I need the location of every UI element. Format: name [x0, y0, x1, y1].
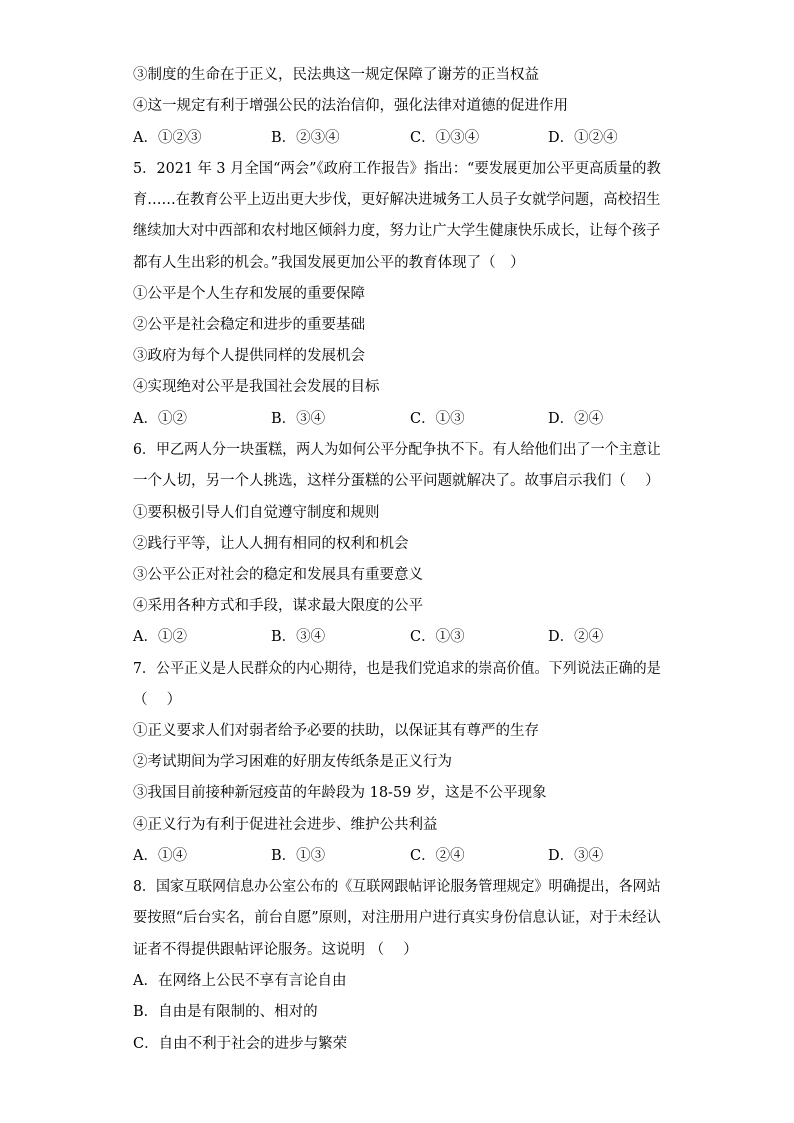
q5-stem-line: 5．2021 年 3 月全国“两会”《政府工作报告》指出：“要发展更加公平更高质量的教: [133, 161, 661, 177]
q4-item-4: ④这一规定有利于增强公民的法治信仰，强化法律对道德的促进作用: [133, 98, 568, 114]
q7-options: [133, 846, 653, 866]
q5-item-3: ③政府为每个人提供同样的发展机会: [133, 348, 365, 364]
q8-choice-c[interactable]: C．自由不利于社会的进步与繁荣: [133, 1036, 348, 1052]
q5-item-1: ①公平是个人生存和发展的重要保障: [133, 286, 365, 302]
q6-options: [133, 627, 653, 647]
q5-item-2: ②公平是社会稳定和进步的重要基础: [133, 317, 365, 333]
q6-item-1: ①要积极引导人们自觉遵守制度和规则: [133, 505, 380, 521]
q7-option-a[interactable]: A．①④: [133, 848, 187, 864]
q8-stem-line: 证者不得提供跟帖评论服务。这说明 （ ）: [133, 942, 418, 958]
q7-stem-line: （ ）: [133, 692, 182, 708]
q5-stem-line: 育……在教育公平上迈出更大步伐，更好解决进城务工人员子女就学问题，高校招生: [133, 192, 661, 208]
q8-choice-a[interactable]: A．在网络上公民不享有言论自由: [133, 973, 347, 989]
q6-option-d[interactable]: D．②④: [548, 629, 604, 645]
q4-option-a[interactable]: A．①②③: [133, 130, 202, 146]
q6-item-3: ③公平公正对社会的稳定和发展具有重要意义: [133, 567, 423, 583]
q6-stem-line: 6．甲乙两人分一块蛋糕，两人为如何公平分配争执不下。有人给他们出了一个主意让: [133, 442, 661, 458]
q7-item-1: ①正义要求人们对弱者给予必要的扶助，以保证其有尊严的生存: [133, 723, 539, 739]
q7-item-4: ④正义行为有利于促进社会进步、维护公共利益: [133, 817, 438, 833]
q5-option-a[interactable]: A．①②: [133, 411, 187, 427]
q7-option-c[interactable]: C．②④: [410, 848, 465, 864]
q7-option-b[interactable]: B．①③: [271, 848, 326, 864]
q4-option-d[interactable]: D．①②④: [548, 130, 618, 146]
q6-option-b[interactable]: B．③④: [271, 629, 326, 645]
q7-option-d[interactable]: D．③④: [548, 848, 604, 864]
q4-option-c[interactable]: C．①③④: [410, 130, 480, 146]
q6-item-4: ④采用各种方式和手段，谋求最大限度的公平: [133, 598, 423, 614]
q5-option-b[interactable]: B．③④: [271, 411, 326, 427]
q8-choice-b[interactable]: B．自由是有限制的、相对的: [133, 1004, 318, 1020]
q4-option-b[interactable]: B．②③④: [271, 130, 340, 146]
q6-stem-line: 一个人切，另一个人挑选，这样分蛋糕的公平问题就解决了。故事启示我们（ ）: [133, 473, 660, 489]
q4-options: [133, 128, 653, 148]
q5-option-d[interactable]: D．②④: [548, 411, 604, 427]
q5-option-c[interactable]: C．①③: [410, 411, 465, 427]
q8-stem-line: 要按照“后台实名，前台自愿”原则，对注册用户进行真实身份信息认证，对于未经认: [133, 910, 661, 926]
q5-options: [133, 409, 653, 429]
q7-item-2: ②考试期间为学习困难的好朋友传纸条是正义行为: [133, 754, 452, 770]
q6-option-c[interactable]: C．①③: [410, 629, 465, 645]
q7-stem-line: 7．公平正义是人民群众的内心期待，也是我们党追求的崇高价值。下列说法正确的是: [133, 661, 661, 677]
q5-item-4: ④实现绝对公平是我国社会发展的目标: [133, 379, 380, 395]
q8-stem-line: 8．国家互联网信息办公室公布的《互联网跟帖评论服务管理规定》明确提出，各网站: [133, 879, 661, 895]
q5-stem-line: 继续加大对中西部和农村地区倾斜力度，努力让广大学生健康快乐成长，让每个孩子: [133, 223, 661, 239]
q7-item-3: ③我国目前接种新冠疫苗的年龄段为 18-59 岁，这是不公平现象: [133, 785, 547, 801]
q4-item-3: ③制度的生命在于正义，民法典这一规定保障了谢芳的正当权益: [133, 67, 539, 83]
q6-option-a[interactable]: A．①②: [133, 629, 187, 645]
q6-item-2: ②践行平等，让人人拥有相同的权利和机会: [133, 536, 409, 552]
q5-stem-line: 都有人生出彩的机会。”我国发展更加公平的教育体现了（ ）: [133, 255, 525, 271]
